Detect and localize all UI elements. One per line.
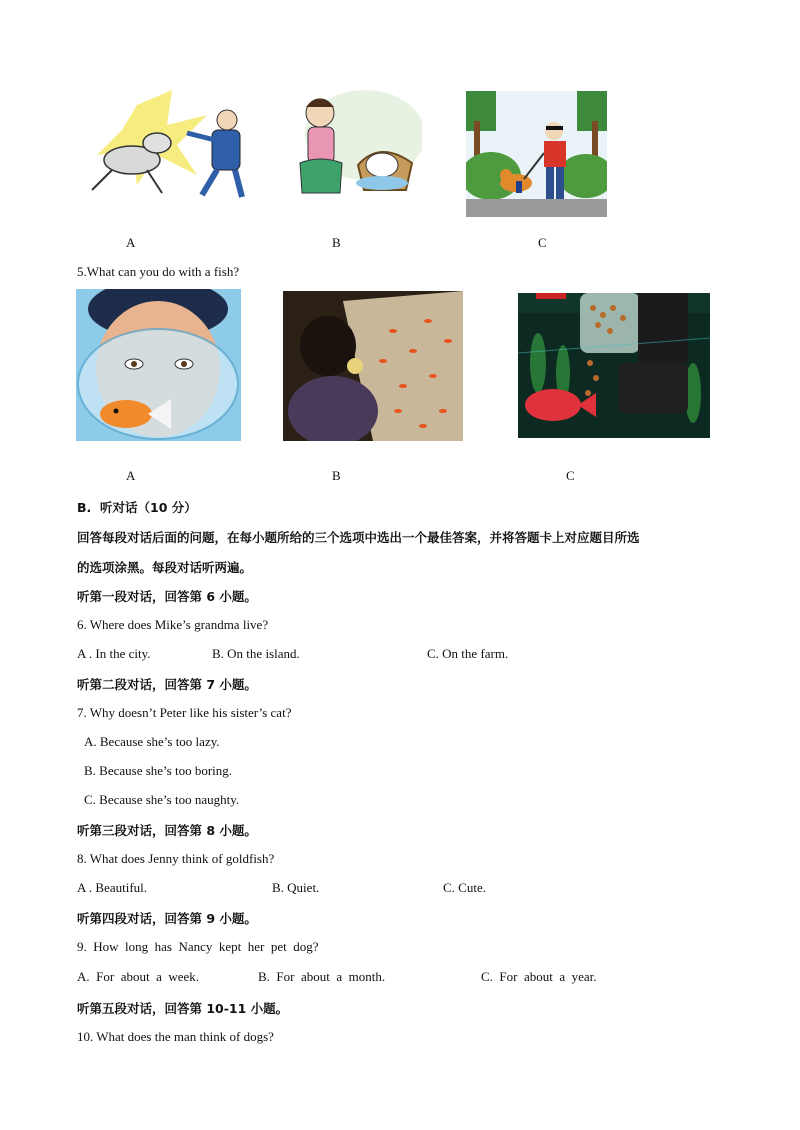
q5-label-c: C	[566, 468, 575, 483]
question-9-option-b: B. For about a month.	[258, 969, 386, 984]
dialogue-4-header: 听第四段对话，回答第 9 小题。	[77, 911, 257, 926]
face-behind-fishbowl-illustration	[76, 289, 241, 441]
question-7-option-a: A. Because she’s too lazy.	[84, 734, 220, 749]
q5-image-a	[76, 289, 241, 441]
section-b-letter: B.	[77, 500, 92, 515]
q4-image-a	[77, 85, 252, 210]
question-8-option-b: B. Quiet.	[272, 880, 320, 895]
girl-washing-dog-illustration	[280, 85, 422, 210]
q4-image-b	[280, 85, 422, 210]
question-6-option-b: B. On the island.	[212, 646, 300, 661]
question-6-option-a: A . In the city.	[77, 646, 151, 661]
q4-label-c: C	[538, 235, 547, 250]
q5-image-c	[518, 293, 710, 438]
question-8-option-a: A . Beautiful.	[77, 880, 148, 895]
q4-label-b: B	[332, 235, 341, 250]
q5-label-b: B	[332, 468, 341, 483]
q5-label-a: A	[126, 468, 136, 483]
question-7-option-b: B. Because she’s too boring.	[84, 763, 233, 778]
goldfish-scooping-photo	[283, 291, 463, 441]
section-b-title: 听对话（10 分）	[100, 500, 197, 515]
q4-label-a: A	[126, 235, 136, 250]
q5-question: 5.What can you do with a fish?	[77, 264, 240, 279]
blind-man-guide-dog-illustration	[466, 91, 607, 217]
section-b-instructions-line1: 回答每段对话后面的问题，在每小题所给的三个选项中选出一个最佳答案，并将答题卡上对应题目所选	[77, 530, 640, 545]
question-7: 7. Why doesn’t Peter like his sister’s cat?	[77, 705, 292, 720]
question-10: 10. What does the man think of dogs?	[77, 1029, 274, 1044]
section-b-instructions-line2: 的选项涂黑。每段对话听两遍。	[77, 560, 253, 575]
dialogue-5-header: 听第五段对话，回答第 10-11 小题。	[77, 1001, 289, 1016]
dialogue-2-header: 听第二段对话，回答第 7 小题。	[77, 677, 257, 692]
question-6: 6. Where does Mike’s grandma live?	[77, 617, 269, 632]
dialogue-3-header: 听第三段对话，回答第 8 小题。	[77, 823, 257, 838]
question-9: 9. How long has Nancy kept her pet dog?	[77, 939, 319, 954]
automatic-fish-feeder-photo	[518, 293, 710, 438]
question-9-option-a: A. For about a week.	[77, 969, 200, 984]
section-b-heading	[77, 498, 197, 516]
q5-image-b	[283, 291, 463, 441]
question-9-option-c: C. For about a year.	[481, 969, 597, 984]
q4-image-c	[466, 91, 607, 217]
dialogue-1-header: 听第一段对话，回答第 6 小题。	[77, 589, 257, 604]
question-8: 8. What does Jenny think of goldfish?	[77, 851, 275, 866]
question-7-option-c: C. Because she’s too naughty.	[84, 792, 240, 807]
dog-chasing-man-illustration	[77, 85, 252, 210]
question-6-option-c: C. On the farm.	[427, 646, 509, 661]
question-8-option-c: C. Cute.	[443, 880, 486, 895]
